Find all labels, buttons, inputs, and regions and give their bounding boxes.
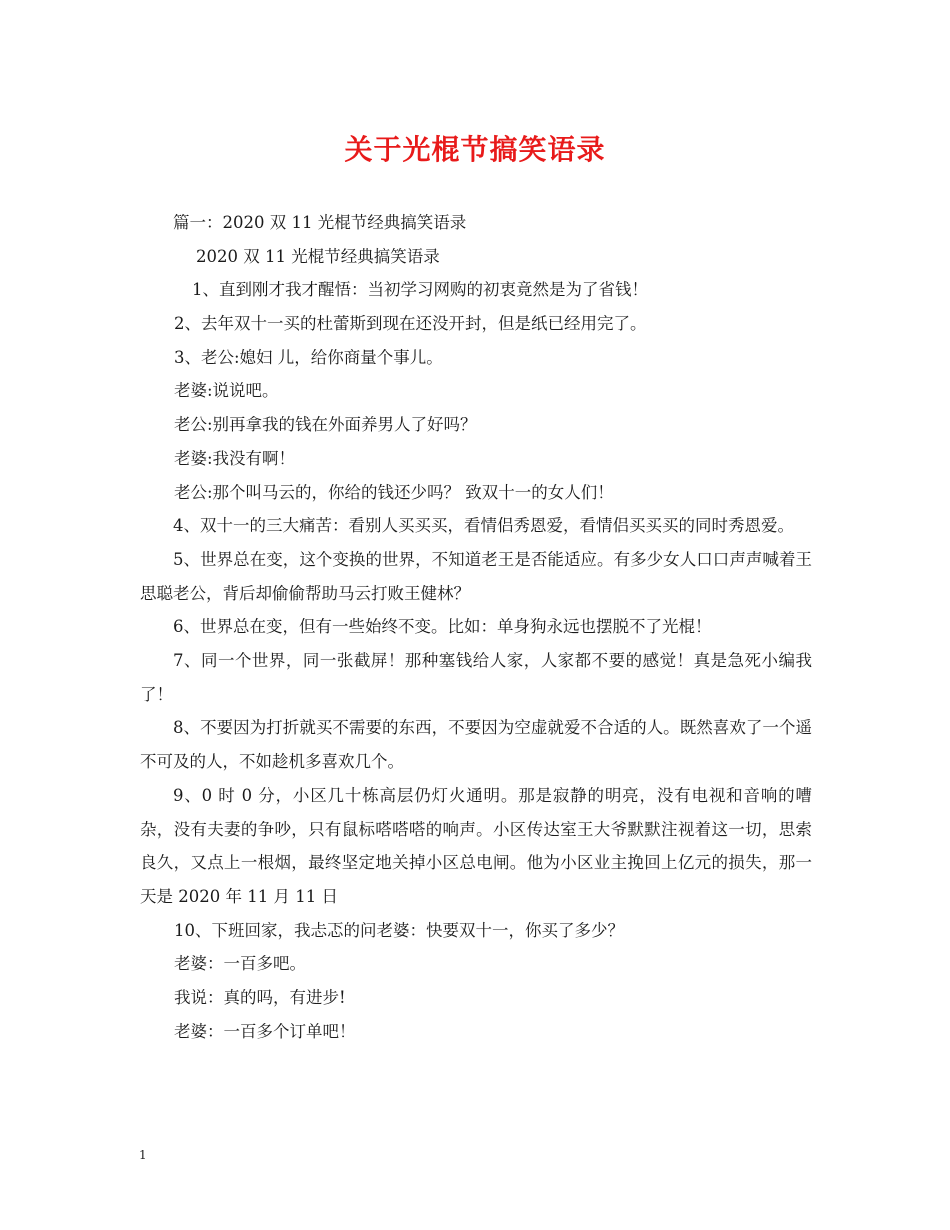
page-number: 1 [139, 1148, 147, 1162]
section-heading: 篇一：2020 双 11 光棍节经典搞笑语录 [173, 213, 467, 232]
paragraph: 4、双十一的三大痛苦：看别人买买买，看情侣秀恩爱，看情侣买买买的同时秀恩爱。 [173, 516, 794, 536]
text-line: 老公:那个叫马云的，你给的钱还少吗？ 致双十一的女人们！ [174, 482, 614, 502]
paragraph: 8、不要因为打折就买不需要的东西，不要因为空虚就爱不合适的人。既然喜欢了一个遥不可及的人，不如趁机多喜欢几个。 [140, 718, 812, 772]
paragraph: 6、世界总在变，但有一些始终不变。比如：单身狗永远也摆脱不了光棍！ [173, 617, 712, 637]
document-title: 关于光棍节搞笑语录 [344, 133, 606, 166]
document-body [140, 206, 812, 1048]
paragraph: 5、世界总在变，这个变换的世界，不知道老王是否能适应。有多少女人口口声声喊着王思聪老公，背后却偷偷帮助马云打败王健林？ [140, 549, 812, 603]
text-line: 老婆：一百多个订单吧！ [174, 1021, 356, 1041]
text-line: 老婆:我没有啊！ [174, 448, 296, 468]
paragraph: 9、0 时 0 分，小区几十栋高层仍灯火通明。那是寂静的明亮，没有电视和音响的嘈杂，没有夫妻的争吵，只有鼠标嗒嗒嗒的响声。小区传达室王大爷默默注视着这一切，思索良久，又点上一根烟，最终坚定地关掉小区总电闸。他为小区业主挽回上亿元的损失，那一天是 2020 年 11 月 11 日 [140, 785, 812, 906]
text-line: 3、老公:媳妇 儿，给你商量个事儿。 [174, 347, 443, 367]
text-line: 老婆:说说吧。 [174, 381, 279, 401]
text-line: 老公:别再拿我的钱在外面养男人了好吗？ [174, 415, 477, 435]
text-line: 10、下班回家，我忐忑的问老婆：快要双十一，你买了多少？ [174, 920, 624, 940]
text-line: 1、直到刚才我才醒悟：当初学习网购的初衷竟然是为了省钱！ [192, 280, 648, 300]
sub-heading: 2020 双 11 光棍节经典搞笑语录 [196, 246, 440, 266]
text-line: 我说：真的吗，有进步! [174, 988, 346, 1007]
paragraph: 7、同一个世界，同一张截屏！那种塞钱给人家，人家都不要的感觉！真是急死小编我了！ [140, 651, 812, 704]
text-line: 老婆：一百多吧。 [174, 954, 306, 974]
text-line: 2、去年双十一买的杜蕾斯到现在还没开封，但是纸已经用完了。 [174, 314, 647, 334]
